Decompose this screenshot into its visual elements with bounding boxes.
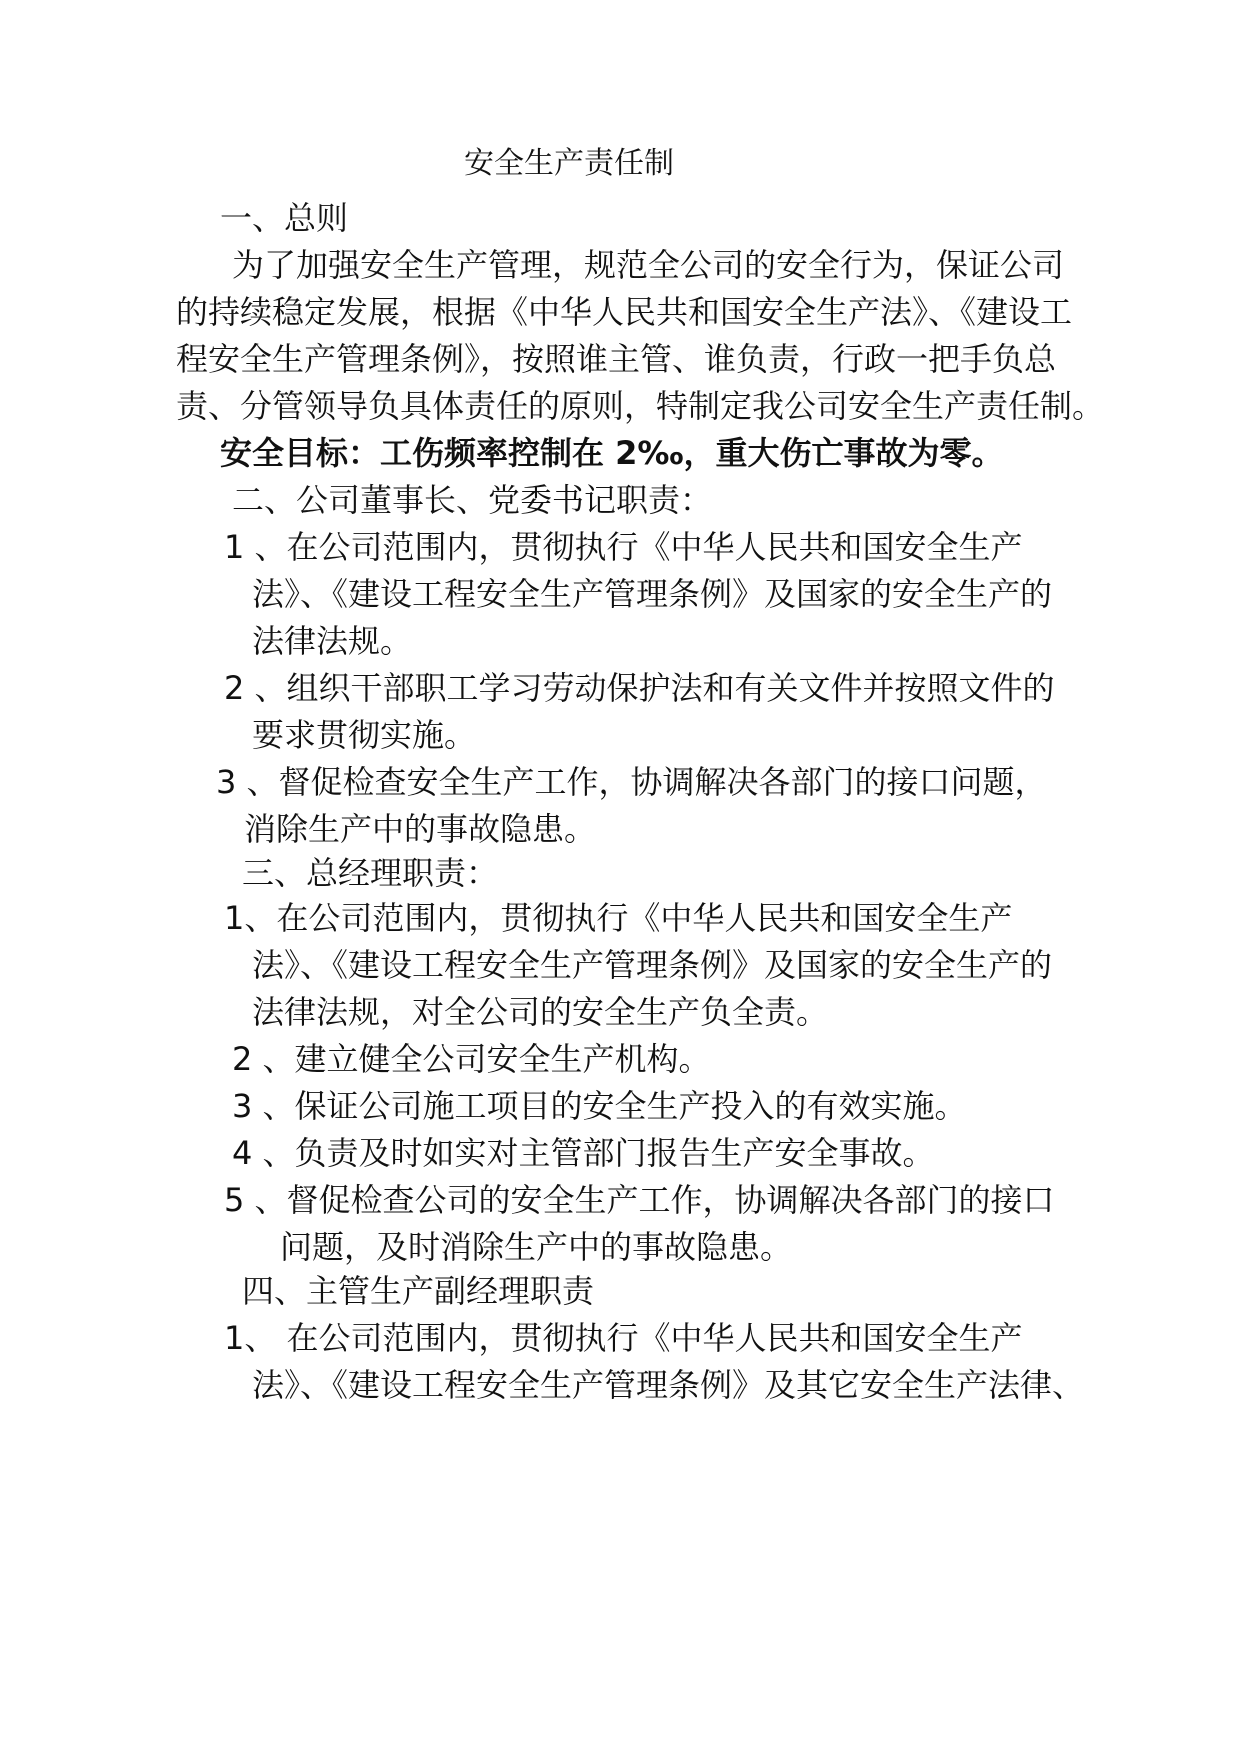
list-item-line: 法律法规，对全公司的安全生产负全责。: [252, 993, 829, 1031]
list-item-line: 5 、督促检查公司的安全生产工作，协调解决各部门的接口: [224, 1181, 1055, 1219]
list-item-line: 法》、《建设工程安全生产管理条例》及其它安全生产法律、: [252, 1366, 1085, 1404]
list-item-line: 法律法规。: [252, 622, 413, 660]
list-item-line: 2 、组织干部职工学习劳动保护法和有关文件并按照文件的: [224, 669, 1055, 707]
list-item-line: 1 、在公司范围内，贯彻执行《中华人民共和国安全生产: [224, 528, 1023, 566]
section-heading-chairman: 二、公司董事长、党委书记职责：: [232, 481, 713, 519]
section-heading-general-manager: 三、总经理职责：: [242, 854, 499, 892]
document-title: 安全生产责任制: [464, 146, 674, 181]
section-heading-deputy-manager: 四、主管生产副经理职责: [242, 1272, 595, 1310]
list-item-line: 法》、《建设工程安全生产管理条例》及国家的安全生产的: [252, 575, 1053, 613]
list-item-line: 消除生产中的事故隐患。: [244, 810, 597, 848]
list-item-line: 4 、负责及时如实对主管部门报告生产安全事故。: [232, 1134, 935, 1172]
paragraph-line: 的持续稳定发展，根据《中华人民共和国安全生产法》、《建设工: [176, 293, 1073, 331]
paragraph-line: 为了加强安全生产管理，规范全公司的安全行为，保证公司: [232, 246, 1065, 284]
list-item-line: 1、 在公司范围内，贯彻执行《中华人民共和国安全生产: [224, 1319, 1023, 1357]
list-item-line: 3 、保证公司施工项目的安全生产投入的有效实施。: [232, 1087, 967, 1125]
list-item-line: 3 、督促检查安全生产工作，协调解决各部门的接口问题，: [216, 763, 1047, 801]
list-item-line: 2 、建立健全公司安全生产机构。: [232, 1040, 711, 1078]
list-item-line: 问题，及时消除生产中的事故隐患。: [280, 1228, 793, 1266]
list-item-line: 1、在公司范围内，贯彻执行《中华人民共和国安全生产: [224, 899, 1013, 937]
section-heading-general: 一、总则: [220, 199, 349, 237]
paragraph-line: 程安全生产管理条例》，按照谁主管、谁负责，行政一把手负总: [176, 340, 1057, 378]
list-item-line: 要求贯彻实施。: [252, 716, 477, 754]
paragraph-line: 责、分管领导负具体责任的原则，特制定我公司安全生产责任制。: [176, 387, 1105, 425]
safety-target: 安全目标：工伤频率控制在 2‰，重大伤亡事故为零。: [220, 434, 1004, 472]
list-item-line: 法》、《建设工程安全生产管理条例》及国家的安全生产的: [252, 946, 1053, 984]
